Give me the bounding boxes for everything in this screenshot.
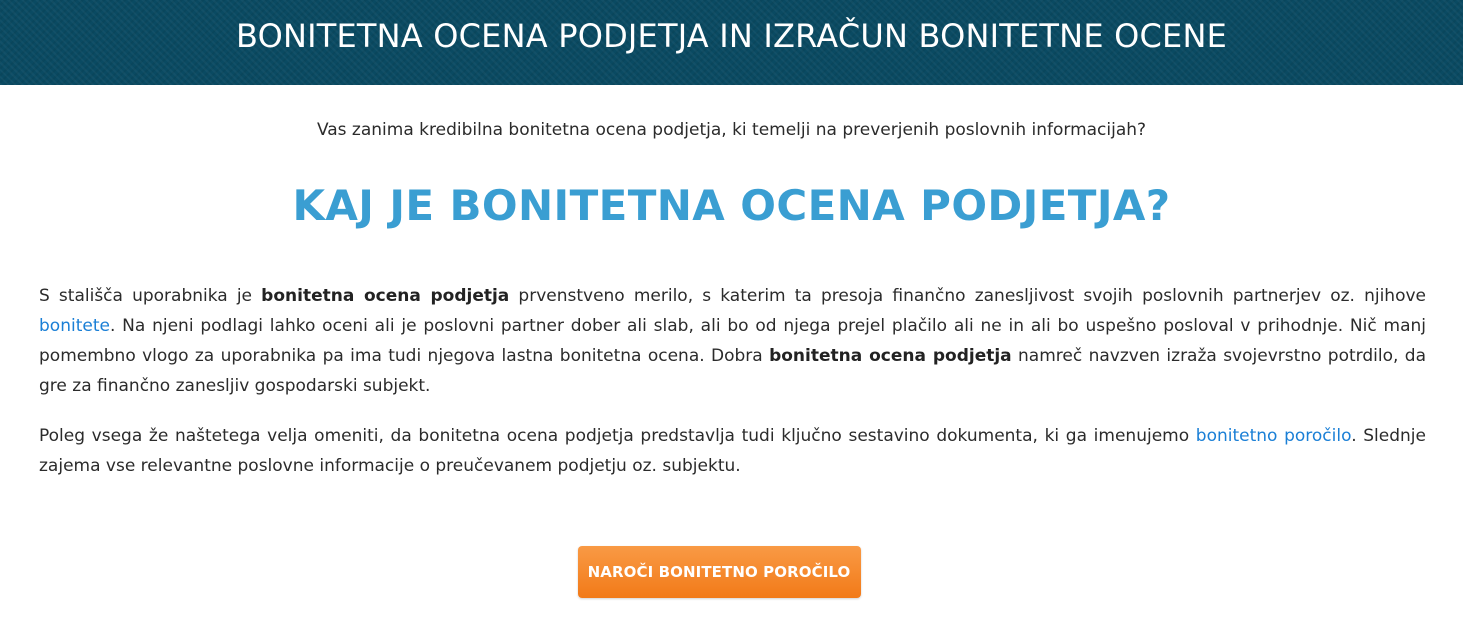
paragraph-1-bold-2: bonitetna ocena podjetja [769,346,1012,366]
paragraph-1 [39,281,1426,401]
order-report-button[interactable]: NAROČI BONITETNO POROČILO [578,546,861,598]
bonitete-link[interactable]: bonitete [39,316,110,336]
main-content [0,118,1463,598]
paragraph-2-text-1: Poleg vsega že naštetega velja omeniti, da bonitetna ocena podjetja predstavlja tudi ključno sestavino dokumenta, ki ga imenujemo [39,426,1196,446]
intro-text: Vas zanima kredibilna bonitetna ocena podjetja, ki temelji na preverjenih poslovnih informacijah? [316,120,1147,140]
banner-title: BONITETNA OCENA PODJETJA IN IZRAČUN BONITETNE OCENE [235,16,1228,55]
paragraph-1-text-1: S stališča uporabnika je [39,286,262,306]
bonitetno-porocilo-link[interactable]: bonitetno poročilo [1195,426,1352,446]
paragraph-2-text-2: . Slednje zajema vse relevantne poslovne informacije o preučevanem podjetju oz. subjektu. [39,426,1426,476]
page-banner [0,0,1463,85]
paragraph-1-text-4: namreč navzven izraža svojevrstno potrdilo, da gre za finančno zanesljiv gospodarski subjekt. [39,346,1426,396]
paragraph-2 [39,421,1426,481]
cta-container [0,546,1463,598]
paragraph-1-text-2: prvenstveno merilo, s katerim ta presoja finančno zanesljivost svojih poslovnih partnerjev oz. njihove [509,286,1426,306]
paragraph-1-bold-1: bonitetna ocena podjetja [261,286,510,306]
paragraph-1-text-3: . Na njeni podlagi lahko oceni ali je poslovni partner dober ali slab, ali bo od njega prejel plačilo ali ne in ali bo uspešno posloval v prihodnje. Nič manj pomembno vlogo za uporabnika pa ima tudi njegova lastna bonitetna ocena. Dobra [39,316,1426,366]
section-heading: KAJ JE BONITETNA OCENA PODJETJA? [292,181,1171,230]
article-body [0,281,1463,481]
